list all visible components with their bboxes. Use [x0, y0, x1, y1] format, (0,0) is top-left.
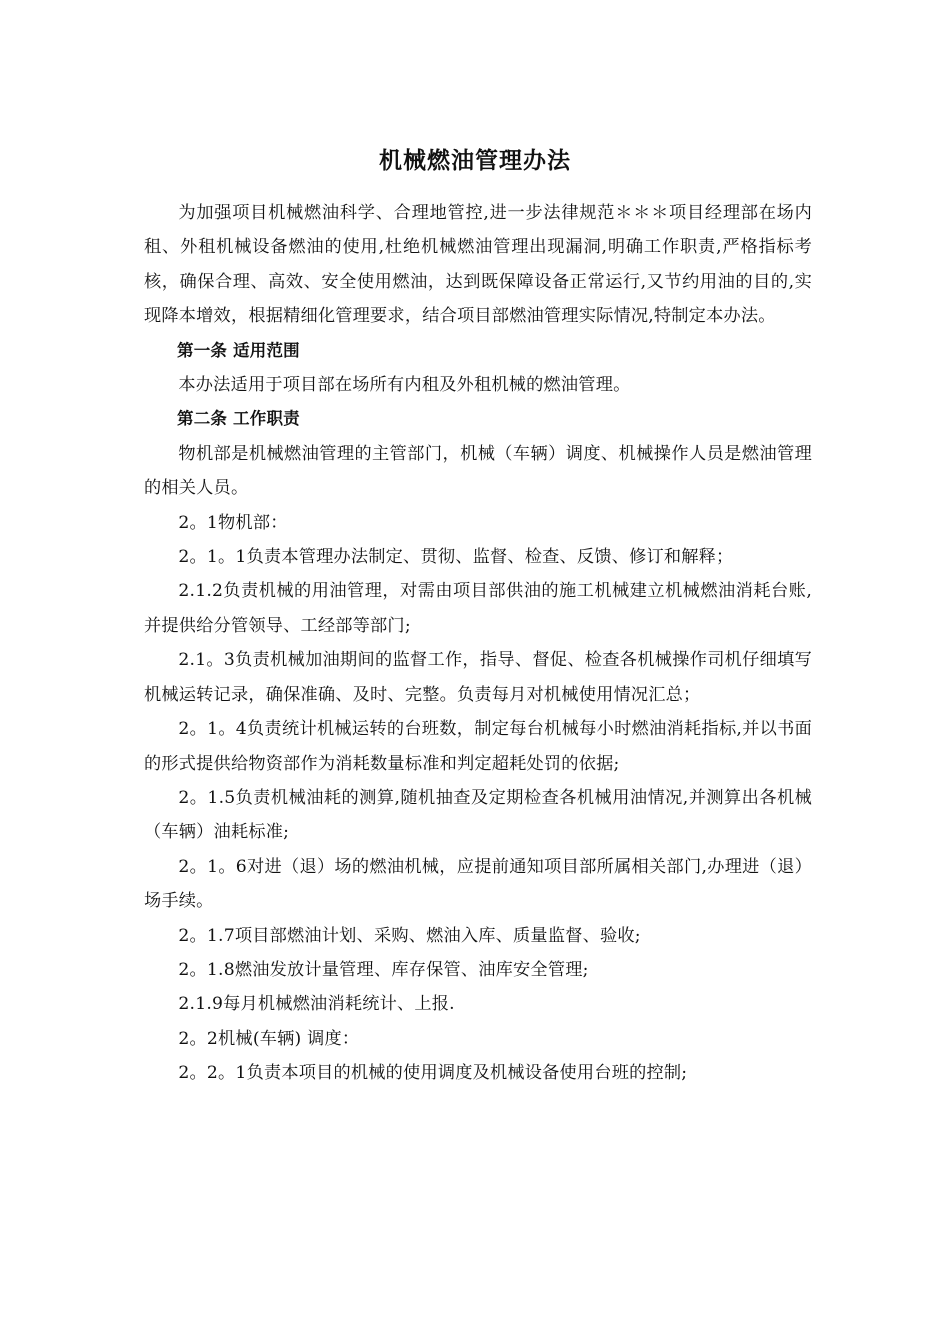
clause-paragraph: 2。1.8燃油发放计量管理、库存保管、油库安全管理; [178, 959, 589, 980]
clause-paragraph: 2.1.2负责机械的用油管理，对需由项目部供油的施工机械建立机械燃油消耗台账,并提供给分管领导、工经部等部门; [144, 581, 812, 636]
document-title: 机械燃油管理办法 [379, 148, 571, 174]
subsection-heading: 2。2机械(车辆) 调度： [178, 1028, 360, 1049]
clause-paragraph: 2。1.5负责机械油耗的测算,随机抽查及定期检查各机械用油情况,并测算出各机械（车辆）油耗标准; [144, 787, 812, 843]
subsection-heading: 2。1物机部： [178, 512, 288, 533]
section-heading-scope: 第一条 适用范围 [177, 340, 300, 360]
document-body [144, 196, 812, 1091]
clause-paragraph: 2.1.9每月机械燃油消耗统计、上报. [178, 994, 455, 1015]
clause-paragraph: 2。1。4负责统计机械运转的台班数，制定每台机械每小时燃油消耗指标,并以书面的形式提供给物资部作为消耗数量标准和判定超耗处罚的依据; [144, 719, 812, 774]
section-heading-duties: 第二条 工作职责 [177, 409, 300, 429]
paragraph: 本办法适用于项目部在场所有内租及外租机械的燃油管理。 [178, 375, 631, 396]
clause-paragraph: 2。1.7项目部燃油计划、采购、燃油入库、质量监督、验收; [178, 925, 641, 946]
paragraph: 物机部是机械燃油管理的主管部门，机械（车辆）调度、机械操作人员是燃油管理的相关人员。 [144, 443, 812, 499]
clause-paragraph: 2。1。6对进（退）场的燃油机械，应提前通知项目部所属相关部门,办理进（退）场手续。 [144, 856, 812, 912]
clause-paragraph: 2。1。1负责本管理办法制定、贯彻、监督、检查、反馈、修订和解释； [178, 547, 734, 568]
clause-paragraph: 2.1。3负责机械加油期间的监督工作，指导、督促、检查各机械操作司机仔细填写机械运转记录，确保准确、及时、完整。负责每月对机械使用情况汇总； [144, 650, 812, 705]
intro-paragraph: 为加强项目机械燃油科学、合理地管控,进一步法律规范＊＊＊项目经理部在场内租、外租机械设备燃油的使用,杜绝机械燃油管理出现漏洞,明确工作职责,严格指标考核，确保合理、高效、安全使用燃油，达到既保障设备正常运行,又节约用油的目的,实现降本增效，根据精细化管理要求，结合项目部燃油管理实际情况,特制定本办法。 [144, 203, 812, 327]
clause-paragraph: 2。2。1负责本项目的机械的使用调度及机械设备使用台班的控制; [178, 1063, 688, 1084]
